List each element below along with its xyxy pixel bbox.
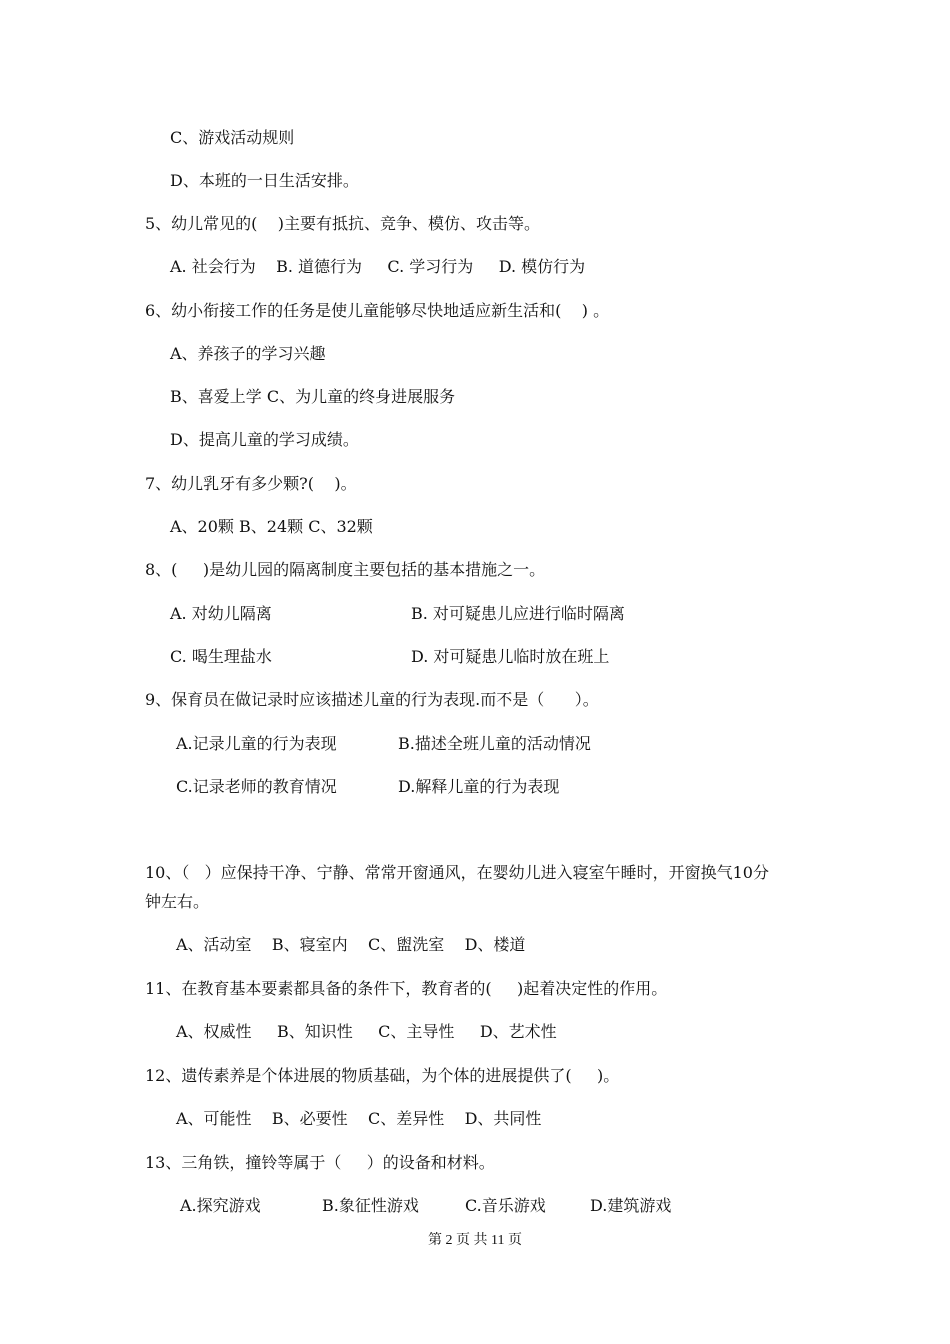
option-a-q6: A、养孩子的学习兴趣 bbox=[170, 344, 326, 363]
question-5: 5、幼儿常见的( )主要有抵抗、竞争、模仿、攻击等。 bbox=[145, 214, 541, 233]
question-9: 9、保育员在做记录时应该描述儿童的行为表现.而不是（ ）。 bbox=[145, 690, 599, 709]
option-b-q9: B.描述全班儿童的活动情况 bbox=[398, 734, 591, 753]
question-10-cont: 钟左右。 bbox=[145, 892, 210, 911]
option-d-q4: D、本班的一日生活安排。 bbox=[170, 171, 359, 190]
options-q11: A、权威性 B、知识性 C、主导性 D、艺术性 bbox=[176, 1022, 557, 1041]
question-10: 10、（ ）应保持干净、宁静、常常开窗通风，在婴幼儿进入寝室午睡时，开窗换气10分 bbox=[145, 863, 769, 882]
option-d-q8: D. 对可疑患儿临时放在班上 bbox=[411, 647, 610, 666]
options-q5: A. 社会行为 B. 道德行为 C. 学习行为 D. 模仿行为 bbox=[170, 257, 586, 276]
option-b-q8: B. 对可疑患儿应进行临时隔离 bbox=[411, 604, 625, 623]
option-c-q4: C、游戏活动规则 bbox=[170, 128, 295, 147]
option-a-q13: A.探究游戏 bbox=[180, 1196, 261, 1215]
question-13: 13、三角铁，撞铃等属于（ ）的设备和材料。 bbox=[145, 1153, 495, 1172]
question-12: 12、遗传素养是个体进展的物质基础，为个体的进展提供了( )。 bbox=[145, 1066, 620, 1085]
option-c-q8: C. 喝生理盐水 bbox=[170, 647, 272, 666]
option-bc-q6: B、喜爱上学 C、为儿童的终身进展服务 bbox=[170, 387, 456, 406]
option-a-q9: A.记录儿童的行为表现 bbox=[176, 734, 337, 753]
option-d-q9: D.解释儿童的行为表现 bbox=[398, 777, 560, 796]
options-q12: A、可能性 B、必要性 C、差异性 D、共同性 bbox=[176, 1109, 542, 1128]
question-6: 6、幼小衔接工作的任务是使儿童能够尽快地适应新生活和( ) 。 bbox=[145, 301, 610, 320]
option-d-q13: D.建筑游戏 bbox=[590, 1196, 672, 1215]
options-q7: A、20颗 B、24颗 C、32颗 bbox=[170, 517, 373, 536]
options-q10: A、活动室 B、寝室内 C、盥洗室 D、楼道 bbox=[176, 935, 526, 954]
option-c-q13: C.音乐游戏 bbox=[465, 1196, 546, 1215]
option-d-q6: D、提高儿童的学习成绩。 bbox=[170, 430, 359, 449]
question-11: 11、在教育基本要素都具备的条件下，教育者的( )起着决定性的作用。 bbox=[145, 979, 668, 998]
question-7: 7、幼儿乳牙有多少颗?( )。 bbox=[145, 474, 357, 493]
question-8: 8、( )是幼儿园的隔离制度主要包括的基本措施之一。 bbox=[145, 560, 546, 579]
option-b-q13: B.象征性游戏 bbox=[322, 1196, 419, 1215]
option-c-q9: C.记录老师的教育情况 bbox=[176, 777, 337, 796]
page-footer: 第 2 页 共 11 页 bbox=[428, 1233, 522, 1248]
option-a-q8: A. 对幼儿隔离 bbox=[170, 604, 272, 623]
